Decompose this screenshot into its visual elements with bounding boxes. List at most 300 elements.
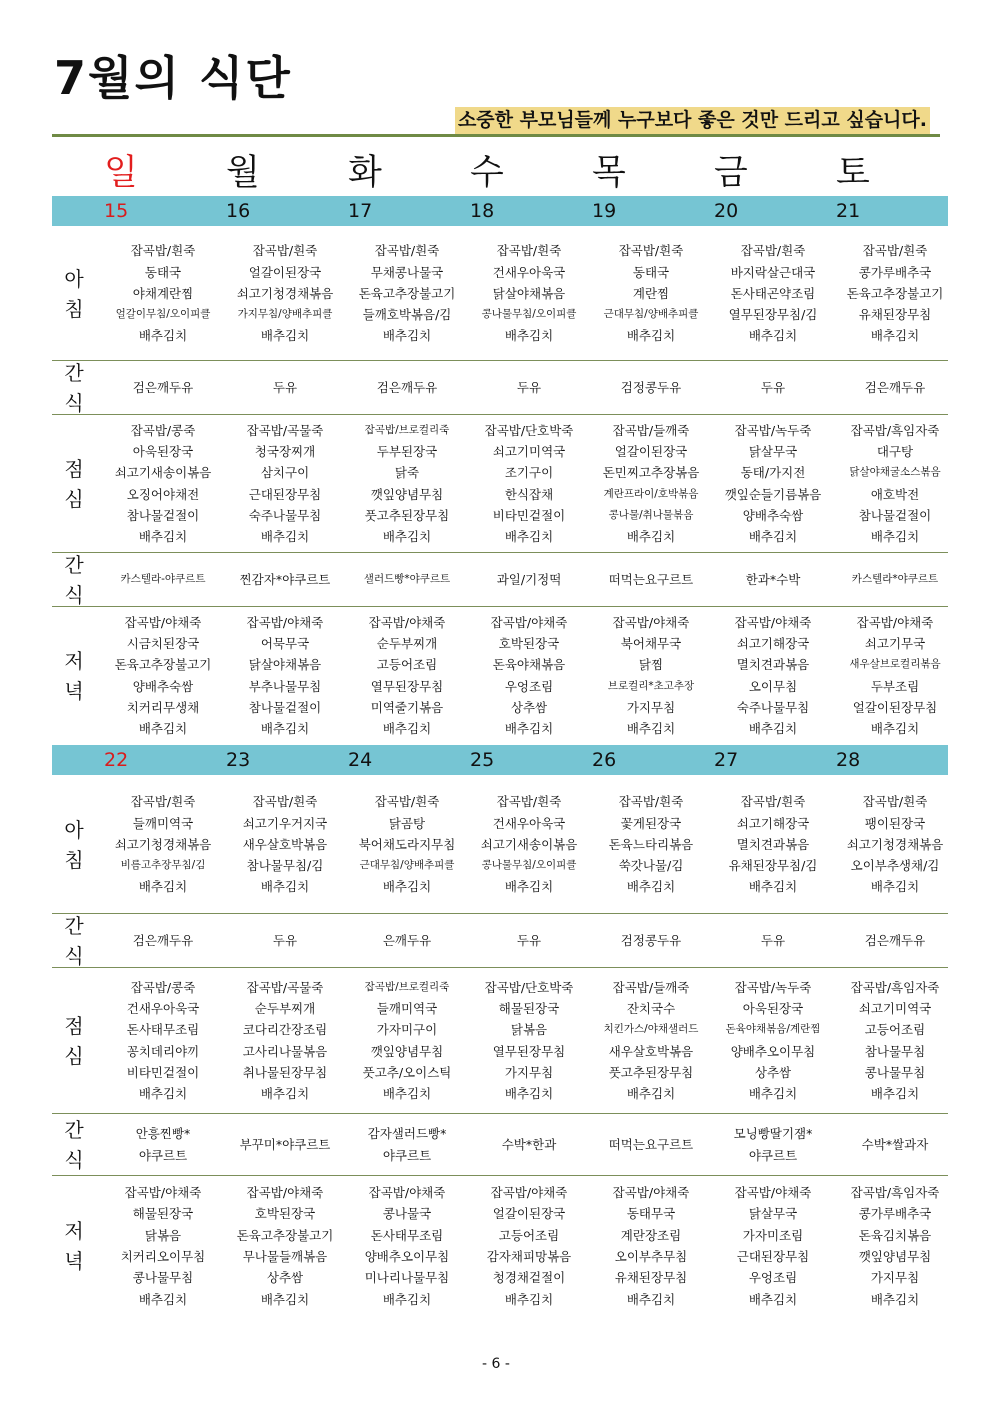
meal-label-char: 간 — [64, 913, 84, 938]
menu-item: 잡곡밥/야채죽 — [124, 614, 202, 630]
menu-item: 꽃게된장국 — [620, 815, 682, 831]
meal-label-char: 식 — [64, 582, 84, 607]
menu-item: 돈육김치볶음 — [858, 1227, 932, 1243]
menu-item: 열무된장무침/김 — [728, 307, 818, 323]
menu-item: 배추김치 — [870, 721, 920, 737]
menu-item: 북어채무국 — [620, 635, 682, 651]
menu-item: 대구탕 — [876, 443, 914, 459]
menu-item: 배추김치 — [138, 1086, 188, 1102]
menu-item: 잡곡밥/녹두죽 — [734, 422, 812, 438]
menu-item: 잡곡밥/녹두죽 — [734, 979, 812, 995]
menu-item: 잡곡밥/흰죽 — [618, 794, 684, 810]
menu-item: 야쿠르트 — [382, 1147, 432, 1163]
menu-cell — [590, 361, 712, 414]
menu-item: 콩나물/취나물볶음 — [608, 508, 694, 521]
menu-cell — [834, 1176, 956, 1316]
menu-item: 잡곡밥/흰죽 — [618, 243, 684, 259]
menu-item: 배추김치 — [626, 328, 676, 344]
menu-item: 배추김치 — [138, 328, 188, 344]
meal-row-lunch — [52, 968, 948, 1114]
menu-cell — [468, 553, 590, 606]
menu-item: 쇠고기청경채볶음 — [114, 836, 212, 852]
menu-item: 검은깨두유 — [132, 379, 194, 395]
menu-item: 은깨두유 — [382, 932, 432, 948]
menu-cell — [712, 361, 834, 414]
menu-item: 고사리나물볶음 — [242, 1043, 328, 1059]
menu-item: 감자샐러드빵* — [367, 1126, 447, 1142]
menu-cell — [712, 607, 834, 744]
menu-item: 참나물겉절이 — [126, 507, 200, 523]
menu-item: 안흥찐빵* — [135, 1126, 191, 1142]
menu-item: 브로컬리*초고추장 — [607, 679, 695, 692]
date-cell: 27 — [714, 749, 739, 771]
menu-item: 닭볶음 — [510, 1022, 548, 1038]
menu-item: 얼갈이된장국 — [614, 443, 688, 459]
menu-item: 고등어조림 — [498, 1227, 560, 1243]
meal-label-char: 점 — [64, 456, 84, 481]
menu-item: 잡곡밥/단호박죽 — [484, 422, 574, 438]
menu-item: 배추김치 — [748, 721, 798, 737]
menu-cell — [590, 553, 712, 606]
menu-item: 배추김치 — [748, 1291, 798, 1307]
menu-item: 배추김치 — [138, 879, 188, 895]
menu-item: 참나물겉절이 — [248, 699, 322, 715]
menu-cell — [468, 1114, 590, 1175]
menu-item: 새우살호박볶음 — [242, 836, 328, 852]
menu-cell — [224, 227, 346, 360]
menu-item: 쇠고기미역국 — [858, 1000, 932, 1016]
menu-item: 무채콩나물국 — [370, 264, 444, 280]
menu-cell — [712, 1176, 834, 1316]
menu-cell — [102, 553, 224, 606]
menu-cell — [346, 227, 468, 360]
menu-item: 잡곡밥/흰죽 — [740, 243, 806, 259]
menu-cell — [346, 1176, 468, 1316]
weekday-mon: 월 — [226, 153, 260, 193]
menu-item: 참나물무침 — [864, 1043, 926, 1059]
menu-cell — [468, 607, 590, 744]
menu-cell — [712, 415, 834, 552]
menu-item: 콩나물무침 — [864, 1064, 926, 1080]
menu-item: 배추김치 — [382, 529, 432, 545]
menu-item: 동태/가지전 — [740, 465, 806, 481]
menu-item: 배추김치 — [504, 529, 554, 545]
menu-item: 깻잎양념무침 — [370, 1043, 444, 1059]
menu-item: 참나물무침/김 — [246, 858, 324, 874]
meal-row-dinner — [52, 1176, 948, 1316]
weekday-sat: 토 — [836, 153, 870, 193]
menu-item: 돈육고추장불고기 — [846, 285, 944, 301]
menu-item: 콩가루배추국 — [858, 1206, 932, 1222]
menu-item: 참나물겉절이 — [858, 507, 932, 523]
menu-item: 배추김치 — [260, 1291, 310, 1307]
menu-cell — [712, 1114, 834, 1175]
menu-cell — [102, 1114, 224, 1175]
menu-item: 수박*한과 — [501, 1136, 557, 1152]
menu-item: 배추김치 — [748, 529, 798, 545]
meal-label-char: 간 — [64, 552, 84, 577]
meal-label-char: 침 — [64, 296, 84, 321]
menu-item: 계란장조림 — [620, 1227, 682, 1243]
menu-item: 잡곡밥/흰죽 — [130, 794, 196, 810]
menu-cell — [346, 361, 468, 414]
date-cell: 22 — [104, 749, 129, 771]
menu-item: 잡곡밥/곡물죽 — [246, 422, 324, 438]
menu-item: 잡곡밥/흰죽 — [252, 243, 318, 259]
menu-item: 수박*쌀과자 — [861, 1136, 929, 1152]
menu-item: 두유 — [516, 379, 542, 395]
menu-item: 검은깨두유 — [864, 379, 926, 395]
menu-item: 잡곡밥/야채죽 — [856, 614, 934, 630]
menu-item: 잡곡밥/야채죽 — [734, 1185, 812, 1201]
menu-item: 청경채겉절이 — [492, 1270, 566, 1286]
menu-item: 잡곡밥/들깨죽 — [612, 422, 690, 438]
menu-cell — [224, 607, 346, 744]
menu-item: 오이부추생채/김 — [850, 858, 940, 874]
menu-item: 잡곡밥/야채죽 — [612, 614, 690, 630]
menu-cell — [224, 776, 346, 913]
menu-item: 돈육느타리볶음 — [608, 836, 694, 852]
menu-item: 배추김치 — [382, 1086, 432, 1102]
menu-item: 새우살브로컬리볶음 — [849, 658, 941, 671]
meal-label-char: 침 — [64, 847, 84, 872]
menu-item: 배추김치 — [260, 879, 310, 895]
menu-item: 애호박전 — [870, 486, 920, 502]
menu-item: 유채된장무침 — [858, 307, 932, 323]
meal-row-dinner — [52, 607, 948, 744]
menu-cell — [834, 914, 956, 967]
menu-cell — [102, 227, 224, 360]
menu-item: 건새우아욱국 — [492, 815, 566, 831]
menu-item: 열무된장무침 — [492, 1043, 566, 1059]
meal-label — [52, 361, 96, 414]
menu-cell — [834, 415, 956, 552]
menu-item: 얼갈이무침/오이피클 — [115, 308, 211, 321]
menu-item: 잡곡밥/흰죽 — [374, 794, 440, 810]
weekday-fri: 금 — [714, 153, 748, 193]
menu-item: 배추김치 — [626, 1291, 676, 1307]
menu-item: 두유 — [272, 379, 298, 395]
menu-item: 잡곡밥/브로컬리죽 — [364, 980, 450, 993]
menu-item: 두유 — [760, 932, 786, 948]
menu-cell — [590, 1114, 712, 1175]
menu-item: 쇠고기무국 — [864, 635, 926, 651]
date-bar — [52, 196, 948, 226]
menu-item: 오이부추무침 — [614, 1249, 688, 1264]
menu-item: 해물된장국 — [132, 1206, 194, 1222]
meal-label-char: 아 — [64, 266, 84, 291]
menu-cell — [712, 968, 834, 1113]
menu-item: 풋고추/오이스틱 — [362, 1064, 452, 1080]
menu-item: 쇠고기우거지국 — [242, 815, 328, 831]
menu-item: 배추김치 — [260, 328, 310, 344]
menu-item: 숙주나물무침 — [736, 699, 810, 715]
menu-item: 상추쌈 — [510, 699, 548, 715]
date-cell: 19 — [592, 200, 617, 222]
menu-item: 검은깨두유 — [864, 932, 926, 948]
menu-item: 아욱된장국 — [742, 1000, 804, 1016]
menu-item: 쇠고기청경채볶음 — [236, 285, 334, 301]
meal-label-char: 저 — [64, 1219, 84, 1243]
meal-label-char: 식 — [64, 390, 84, 415]
menu-item: 얼갈이된장무침 — [852, 699, 938, 715]
menu-item: 계란찜 — [632, 285, 670, 301]
menu-item: 잡곡밥/야채죽 — [246, 614, 324, 630]
menu-item: 배추김치 — [138, 721, 188, 737]
menu-cell — [346, 607, 468, 744]
menu-item: 배추김치 — [138, 1291, 188, 1307]
menu-item: 잡곡밥/야채죽 — [490, 614, 568, 630]
date-cell: 17 — [348, 200, 373, 222]
menu-item: 감자채피망볶음 — [486, 1249, 572, 1264]
menu-item: 배추김치 — [504, 1086, 554, 1102]
menu-item: 잡곡밥/브로컬리죽 — [364, 423, 450, 436]
meal-label — [52, 968, 96, 1113]
menu-item: 멸치견과볶음 — [736, 657, 810, 673]
menu-item: 우엉조림 — [504, 678, 554, 694]
menu-item: 야채계란찜 — [132, 285, 194, 301]
menu-item: 쇠고기해장국 — [736, 815, 810, 831]
menu-item: 배추김치 — [870, 529, 920, 545]
menu-item: 돈육야채볶음 — [492, 657, 566, 673]
menu-item: 배추김치 — [748, 1086, 798, 1102]
menu-item: 배추김치 — [260, 721, 310, 737]
menu-item: 고등어조림 — [864, 1022, 926, 1038]
menu-cell — [834, 968, 956, 1113]
menu-item: 배추김치 — [870, 1291, 920, 1307]
meal-label-char: 저 — [64, 648, 84, 673]
menu-item: 쇠고기새송이볶음 — [114, 465, 212, 481]
menu-item: 아욱된장국 — [132, 443, 194, 459]
menu-item: 코다리간장조림 — [242, 1022, 328, 1038]
menu-item: 닭살무국 — [748, 443, 798, 459]
menu-item: 배추김치 — [504, 328, 554, 344]
menu-cell — [224, 361, 346, 414]
menu-item: 두부된장국 — [376, 443, 438, 459]
menu-item: 계란프라이/호박볶음 — [603, 487, 699, 500]
menu-cell — [834, 361, 956, 414]
menu-item: 풋고추된장무침 — [608, 1064, 694, 1080]
menu-item: 잡곡밥/흑임자죽 — [850, 979, 940, 995]
menu-cell — [102, 607, 224, 744]
menu-item: 쇠고기청경채볶음 — [846, 836, 944, 852]
menu-cell — [590, 227, 712, 360]
menu-item: 배추김치 — [260, 1086, 310, 1102]
menu-item: 야쿠르트 — [138, 1147, 188, 1163]
menu-item: 배추김치 — [504, 879, 554, 895]
menu-item: 잡곡밥/들깨죽 — [612, 979, 690, 995]
menu-cell — [346, 914, 468, 967]
meal-row-snack2 — [52, 553, 948, 607]
date-cell: 18 — [470, 200, 495, 222]
menu-item: 잡곡밥/흑임자죽 — [850, 422, 940, 438]
menu-item: 동태국 — [144, 264, 182, 280]
menu-item: 잡곡밥/야채죽 — [124, 1185, 202, 1201]
date-cell: 15 — [104, 200, 129, 222]
menu-cell — [834, 607, 956, 744]
menu-cell — [590, 1176, 712, 1316]
menu-item: 배추김치 — [382, 1291, 432, 1307]
menu-item: 배추김치 — [626, 721, 676, 737]
menu-item: 미역줄기볶음 — [370, 699, 444, 715]
menu-item: 카스텔라*야쿠르트 — [851, 572, 939, 585]
menu-item: 치커리무생채 — [126, 699, 200, 715]
meal-label-char: 점 — [64, 1013, 84, 1038]
weekday-tue: 화 — [348, 153, 382, 193]
menu-item: 돈민찌고추장볶음 — [602, 465, 700, 481]
menu-item: 잡곡밥/콩죽 — [130, 979, 196, 995]
meal-label-char: 식 — [64, 1147, 84, 1172]
menu-cell — [224, 914, 346, 967]
menu-item: 취나물된장무침 — [242, 1064, 328, 1080]
menu-cell — [590, 607, 712, 744]
menu-item: 얼갈이된장국 — [492, 1206, 566, 1222]
menu-cell — [834, 776, 956, 913]
menu-cell — [224, 415, 346, 552]
menu-item: 북어채도라지무침 — [358, 836, 456, 852]
meal-label — [52, 1114, 96, 1175]
meal-label — [52, 776, 96, 913]
menu-item: 양배추숙쌈 — [742, 507, 804, 523]
date-cell: 25 — [470, 749, 495, 771]
menu-item: 검은깨두유 — [132, 932, 194, 948]
menu-item: 돈육고추장불고기 — [358, 285, 456, 301]
menu-item: 근대무침/양배추피클 — [603, 308, 699, 321]
menu-item: 배추김치 — [748, 328, 798, 344]
menu-item: 콩가루배추국 — [858, 264, 932, 280]
menu-cell — [468, 1176, 590, 1316]
menu-item: 잡곡밥/흰죽 — [252, 794, 318, 810]
menu-cell — [224, 968, 346, 1113]
menu-cell — [224, 1176, 346, 1316]
menu-cell — [346, 776, 468, 913]
menu-item: 무나물들깨볶음 — [242, 1249, 328, 1264]
menu-item: 잡곡밥/흰죽 — [862, 794, 928, 810]
menu-item: 잡곡밥/흰죽 — [130, 243, 196, 259]
menu-item: 동태국 — [632, 264, 670, 280]
menu-cell — [102, 1176, 224, 1316]
meal-label — [52, 607, 96, 744]
menu-cell — [712, 227, 834, 360]
menu-cell — [590, 776, 712, 913]
meal-label — [52, 227, 96, 360]
menu-item: 잡곡밥/야채죽 — [368, 1185, 446, 1201]
menu-item: 두유 — [272, 932, 298, 948]
menu-item: 가지무침/양배추피클 — [237, 308, 333, 321]
menu-item: 숙주나물무침 — [248, 507, 322, 523]
menu-item: 건새우아욱국 — [492, 264, 566, 280]
menu-item: 깻잎양념무침 — [370, 486, 444, 502]
menu-item: 잡곡밥/야채죽 — [612, 1185, 690, 1201]
menu-cell — [346, 415, 468, 552]
page-subtitle: 소중한 부모님들께 누구보다 좋은 것만 드리고 싶습니다. — [455, 107, 930, 134]
menu-item: 닭살무국 — [748, 1206, 798, 1222]
date-cell: 26 — [592, 749, 617, 771]
menu-cell — [224, 553, 346, 606]
menu-item: 검은깨두유 — [376, 379, 438, 395]
menu-item: 가자미조림 — [742, 1227, 804, 1243]
menu-item: 깻잎순들기름볶음 — [724, 486, 822, 502]
menu-item: 잡곡밥/흰죽 — [862, 243, 928, 259]
menu-item: 치킨가스/야채샐러드 — [603, 1023, 699, 1036]
menu-item: 샐러드빵*야쿠르트 — [363, 572, 451, 585]
menu-item: 건새우아욱국 — [126, 1000, 200, 1016]
menu-item: 근대된장무침 — [248, 486, 322, 502]
meal-label-char: 식 — [64, 943, 84, 968]
menu-item: 깻잎양념무침 — [858, 1249, 932, 1264]
menu-item: 들깨호박볶음/김 — [362, 307, 452, 323]
menu-item: 배추김치 — [382, 328, 432, 344]
menu-item: 잡곡밥/곡물죽 — [246, 979, 324, 995]
menu-item: 가자미구이 — [376, 1022, 438, 1038]
menu-cell — [468, 227, 590, 360]
menu-item: 양배추오이무침 — [730, 1043, 816, 1059]
menu-item: 양배추오이무침 — [364, 1249, 450, 1264]
menu-item: 잡곡밥/흑임자죽 — [850, 1185, 940, 1201]
menu-cell — [834, 227, 956, 360]
weekday-thu: 목 — [592, 153, 626, 193]
date-cell: 16 — [226, 200, 251, 222]
meal-row-snack1 — [52, 361, 948, 415]
menu-item: 배추김치 — [504, 721, 554, 737]
menu-item: 닭살야채굴소스볶음 — [849, 466, 941, 479]
date-cell: 23 — [226, 749, 251, 771]
menu-cell — [468, 361, 590, 414]
menu-cell — [712, 776, 834, 913]
menu-item: 동태무국 — [626, 1206, 676, 1222]
menu-cell — [224, 1114, 346, 1175]
menu-item: 돈육고추장불고기 — [236, 1227, 334, 1243]
menu-item: 돈육고추장불고기 — [114, 657, 212, 673]
menu-item: 순두부찌개 — [254, 1000, 316, 1016]
menu-item: 두유 — [760, 379, 786, 395]
menu-item: 비타민겉절이 — [492, 507, 566, 523]
menu-item: 양배추숙쌈 — [132, 678, 194, 694]
menu-cell — [590, 914, 712, 967]
menu-item: 콩나물무침 — [132, 1270, 194, 1286]
menu-item: 떠먹는요구르트 — [608, 571, 694, 587]
menu-cell — [346, 968, 468, 1113]
weekday-header — [52, 152, 948, 194]
date-bar — [52, 745, 948, 775]
meal-label-char: 녁 — [64, 678, 84, 703]
menu-cell — [590, 968, 712, 1113]
menu-item: 삼치구이 — [260, 465, 310, 481]
menu-item: 찐감자*야쿠르트 — [239, 571, 331, 587]
menu-item: 배추김치 — [626, 879, 676, 895]
meal-row-snack1 — [52, 914, 948, 968]
weekday-sun: 일 — [104, 153, 138, 193]
menu-item: 배추김치 — [260, 529, 310, 545]
menu-item: 시금치된장국 — [126, 635, 200, 651]
menu-item: 배추김치 — [382, 721, 432, 737]
menu-item: 오징어야채전 — [126, 486, 200, 502]
menu-item: 부추나물무침 — [248, 678, 322, 694]
menu-cell — [468, 776, 590, 913]
menu-item: 떠먹는요구르트 — [608, 1136, 694, 1152]
meal-label — [52, 415, 96, 552]
menu-item: 해물된장국 — [498, 1000, 560, 1016]
menu-cell — [102, 914, 224, 967]
menu-item: 닭찜 — [638, 657, 664, 673]
date-cell: 28 — [836, 749, 861, 771]
menu-item: 조기구이 — [504, 465, 554, 481]
page-number: - 6 - — [482, 1356, 510, 1372]
menu-item: 돈사태무조림 — [126, 1022, 200, 1038]
menu-item: 근대무침/양배추피클 — [359, 859, 455, 872]
menu-item: 콩나물국 — [382, 1206, 432, 1222]
menu-item: 과일/기정떡 — [496, 571, 562, 587]
